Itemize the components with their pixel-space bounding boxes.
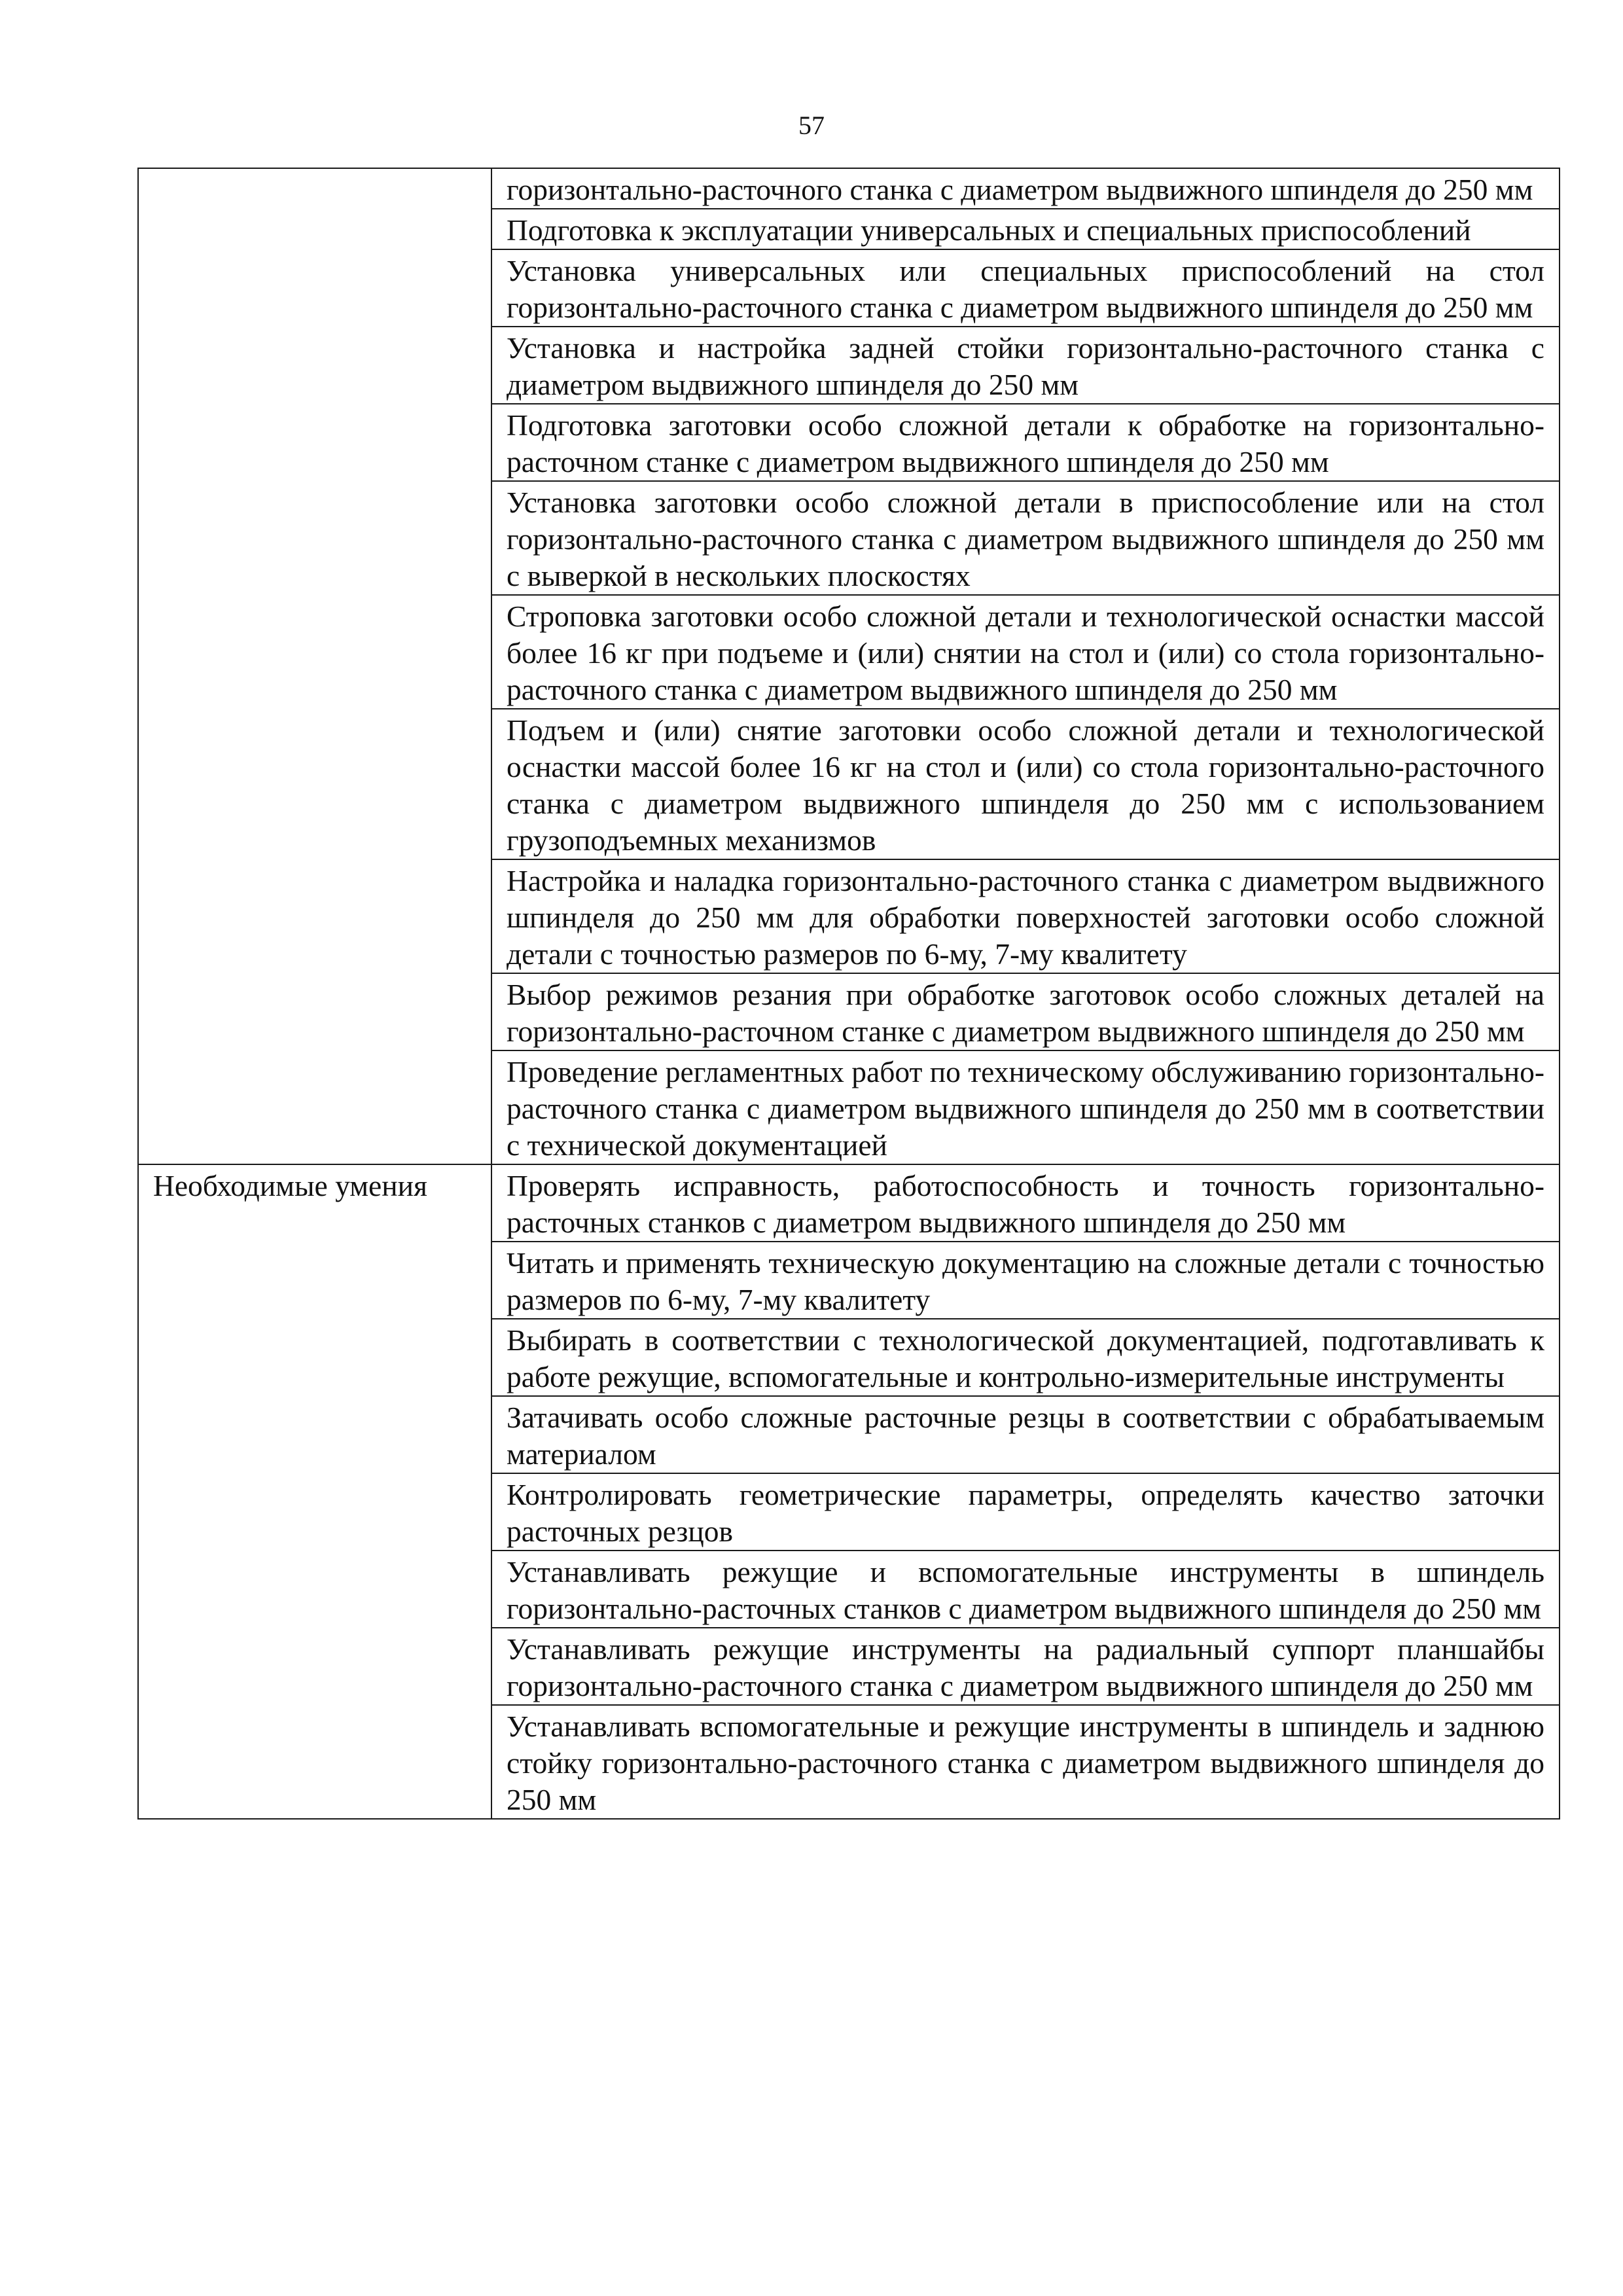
table-cell: Затачивать особо сложные расточные резцы в соответствии с обрабатываемым материалом (491, 1396, 1560, 1473)
table-cell: Выбирать в соответствии с технологической документацией, подготавливать к работе режущие, вспомогательные и контрольно-измерительные инструменты (491, 1319, 1560, 1396)
page-number: 57 (798, 111, 825, 140)
section-label-cell: Необходимые умения (138, 1164, 491, 1819)
table-cell: Устанавливать вспомогательные и режущие инструменты в шпиндель и заднюю стойку горизонтально-расточного станка с диаметром выдвижного шпинделя до 250 мм (491, 1705, 1560, 1819)
requirements-table (137, 168, 1560, 1820)
table-cell: Устанавливать режущие и вспомогательные инструменты в шпиндель горизонтально-расточных станков с диаметром выдвижного шпинделя до 250 мм (491, 1551, 1560, 1628)
table-cell: Устанавливать режущие инструменты на радиальный суппорт планшайбы горизонтально-расточного станка с диаметром выдвижного шпинделя до 250 мм (491, 1628, 1560, 1705)
table-cell: Установка заготовки особо сложной детали в приспособление или на стол горизонтально-расточного станка с диаметром выдвижного шпинделя до 250 мм с выверкой в нескольких плоскостях (491, 481, 1560, 595)
table-cell: Проверять исправность, работоспособность и точность горизонтально-расточных станков с диаметром выдвижного шпинделя до 250 мм (491, 1164, 1560, 1242)
table-row (138, 1164, 1560, 1242)
table-row (138, 168, 1560, 209)
table-cell: Контролировать геометрические параметры, определять качество заточки расточных резцов (491, 1473, 1560, 1551)
table-cell: горизонтально-расточного станка с диаметром выдвижного шпинделя до 250 мм (491, 168, 1560, 209)
table-cell: Установка универсальных или специальных приспособлений на стол горизонтально-расточного станка с диаметром выдвижного шпинделя до 250 мм (491, 249, 1560, 327)
table-cell: Читать и применять техническую документацию на сложные детали с точностью размеров по 6-му, 7-му квалитету (491, 1242, 1560, 1319)
table-cell: Проведение регламентных работ по техническому обслуживанию горизонтально-расточного станка с диаметром выдвижного шпинделя до 250 мм в соответствии с технической документацией (491, 1050, 1560, 1164)
section-label-cell (138, 168, 491, 1164)
table-cell: Подготовка заготовки особо сложной детали к обработке на горизонтально-расточном станке с диаметром выдвижного шпинделя до 250 мм (491, 404, 1560, 481)
table-cell: Установка и настройка задней стойки горизонтально-расточного станка с диаметром выдвижного шпинделя до 250 мм (491, 327, 1560, 404)
table-cell: Настройка и наладка горизонтально-расточного станка с диаметром выдвижного шпинделя до 250 мм для обработки поверхностей заготовки особо сложной детали с точностью размеров по 6-му, 7-му квалитету (491, 859, 1560, 973)
table-cell: Выбор режимов резания при обработке заготовок особо сложных деталей на горизонтально-расточном станке с диаметром выдвижного шпинделя до 250 мм (491, 973, 1560, 1050)
table-cell: Подъем и (или) снятие заготовки особо сложной детали и технологической оснастки массой более 16 кг на стол и (или) со стола горизонтально-расточного станка с диаметром выдвижного шпинделя до 250 мм с использованием грузоподъемных механизмов (491, 709, 1560, 859)
table-cell: Строповка заготовки особо сложной детали и технологической оснастки массой более 16 кг при подъеме и (или) снятии на стол и (или) со стола горизонтально-расточного станка с диаметром выдвижного шпинделя до 250 мм (491, 595, 1560, 709)
table-cell: Подготовка к эксплуатации универсальных и специальных приспособлений (491, 209, 1560, 249)
